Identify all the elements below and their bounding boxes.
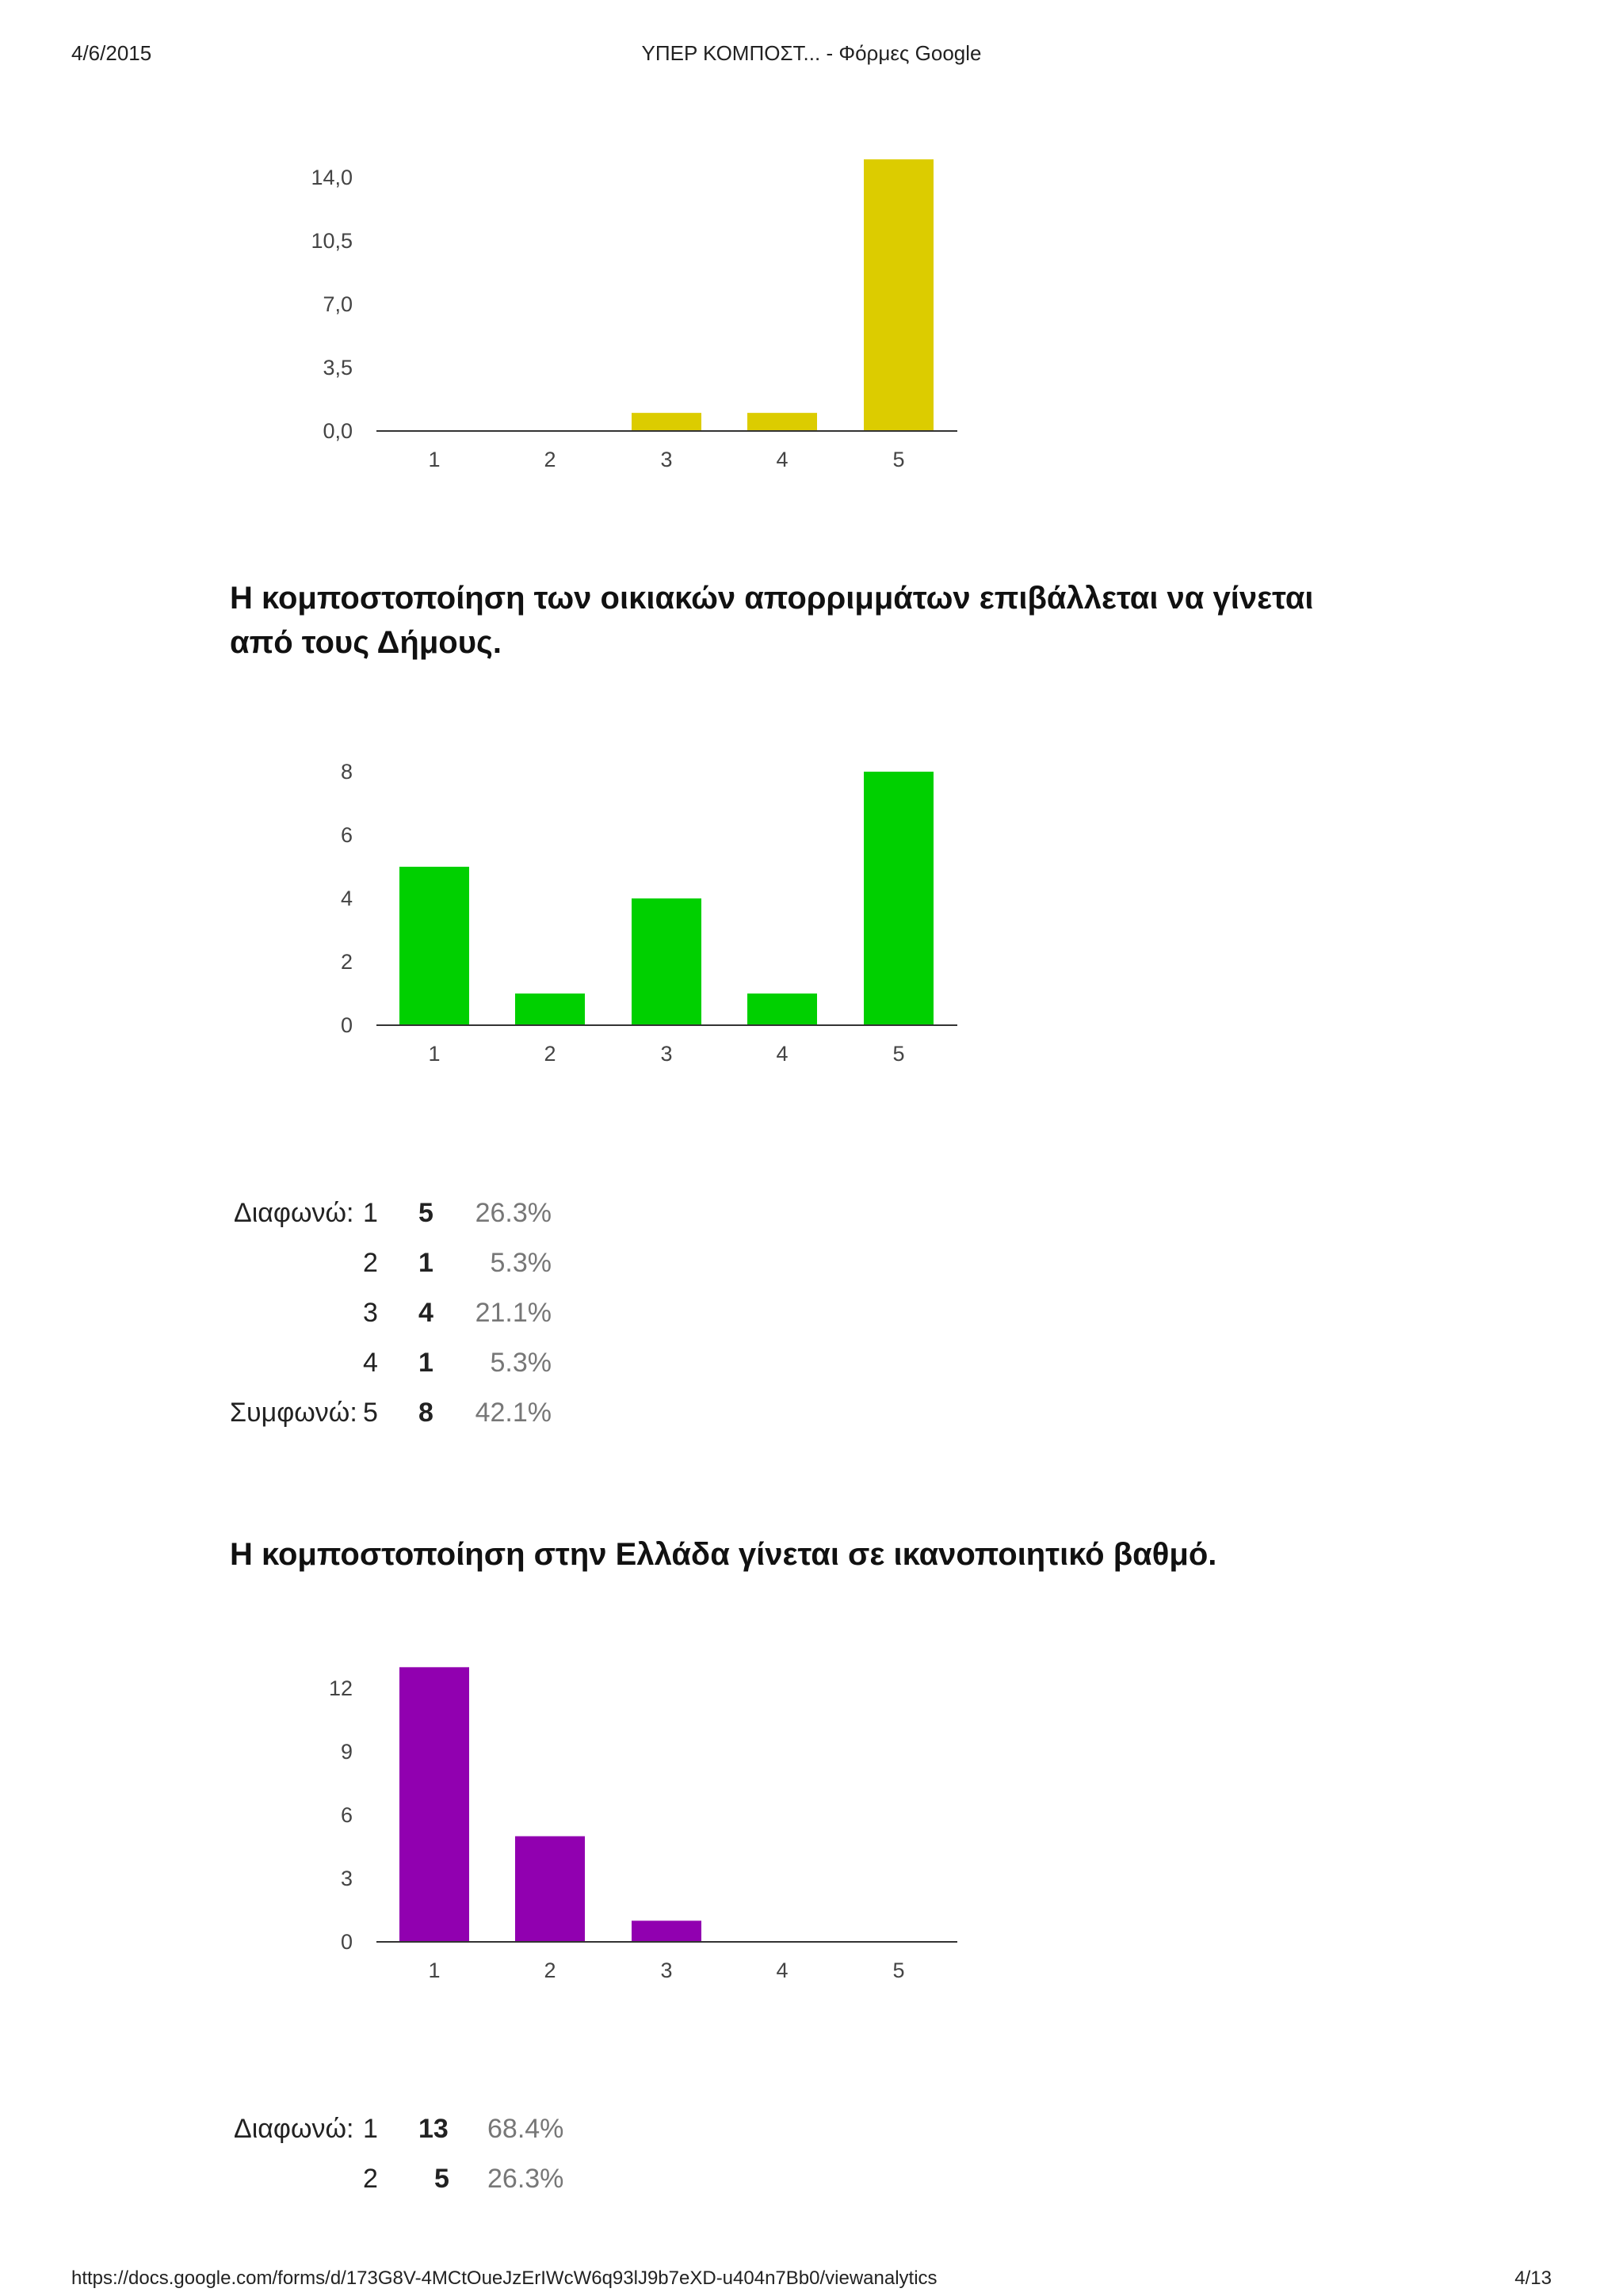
bar-3 [632,413,701,431]
stats-label: Διαφωνώ: [234,2114,354,2144]
y-tick-label: 6 [340,1803,353,1827]
stats-count: 1 [418,1248,433,1278]
page-header [0,41,1623,73]
bar-chart-2-svg [0,745,1030,1077]
stats-row [0,2114,634,2152]
y-tick-label: 2 [340,950,353,974]
x-tick-label: 4 [776,448,789,471]
x-tick-label: 1 [428,1958,441,1982]
bar-5 [864,772,934,1025]
stats-percent: 42.1% [475,1398,552,1428]
bar-chart-1 [0,151,1030,483]
stats-value: 2 [363,1248,378,1278]
source-url: https://docs.google.com/forms/d/173G8V-4MCtOueJzErIWcW6q93lJ9b7eXD-u404n7Bb0/viewanalytics [71,2267,938,2289]
bar-2 [515,1836,585,1942]
bar-4 [747,413,817,431]
stats-percent: 5.3% [490,1348,552,1378]
y-tick-label: 12 [328,1676,353,1700]
bar-chart-1-svg [0,151,1030,483]
stats-value: 4 [363,1348,378,1378]
x-tick-label: 3 [660,1958,673,1982]
y-tick-label: 0 [340,1930,353,1954]
y-tick-label: 6 [340,823,353,847]
y-tick-label: 8 [340,760,353,784]
x-tick-label: 2 [544,448,556,471]
y-tick-label: 3,5 [323,356,353,379]
stats-value: 1 [363,2114,378,2144]
document-title: ΥΠΕΡ ΚΟΜΠΟΣΤ... - Φόρμες Google [641,41,982,65]
x-tick-label: 1 [428,448,441,471]
x-tick-label: 3 [660,448,673,471]
x-tick-label: 2 [544,1042,556,1066]
stats-row [0,2164,634,2202]
page-footer [0,2267,1623,2296]
stats-percent: 5.3% [490,1248,552,1278]
x-tick-label: 5 [892,1042,905,1066]
stats-percent: 26.3% [475,1198,552,1228]
stats-count: 8 [418,1398,433,1428]
stats-label: Συμφωνώ: [230,1398,357,1428]
stats-row [0,1398,634,1436]
bar-3 [632,1920,701,1942]
stats-count: 4 [418,1298,433,1328]
y-tick-label: 14,0 [311,166,353,189]
stats-value: 3 [363,1298,378,1328]
stats-percent: 26.3% [487,2164,564,2194]
bar-chart-3 [0,1661,1030,1994]
y-tick-label: 3 [340,1867,353,1890]
stats-row [0,1348,634,1386]
page-number: 4/13 [1514,2267,1552,2289]
stats-value: 5 [363,1398,378,1428]
stats-percent: 21.1% [475,1298,552,1328]
x-tick-label: 3 [660,1042,673,1066]
bar-chart-2 [0,745,1030,1077]
x-tick-label: 2 [544,1958,556,1982]
stats-label: Διαφωνώ: [234,1198,354,1228]
stats-count: 5 [418,1198,433,1228]
question-title-2: Η κομποστοποίηση στην Ελλάδα γίνεται σε ικανοποιητικό βαθμό. [230,1537,1217,1572]
question-title-1: Η κομποστοποίηση των οικιακών απορριμμάτων επιβάλλεται να γίνεται από τους Δήμους. [230,581,1314,660]
bar-3 [632,898,701,1025]
x-tick-label: 5 [892,448,905,471]
y-tick-label: 7,0 [323,292,353,316]
stats-row [0,1298,634,1336]
x-tick-label: 4 [776,1042,789,1066]
stats-percent: 68.4% [487,2114,564,2144]
y-tick-label: 0 [340,1013,353,1037]
bar-4 [747,994,817,1025]
bar-1 [399,867,469,1025]
bar-2 [515,994,585,1025]
x-tick-label: 5 [892,1958,905,1982]
y-tick-label: 0,0 [323,419,353,443]
stats-row [0,1198,634,1236]
x-tick-label: 4 [776,1958,789,1982]
bar-1 [399,1667,469,1942]
y-tick-label: 4 [340,887,353,910]
stats-row [0,1248,634,1286]
stats-value: 1 [363,1198,378,1228]
y-tick-label: 10,5 [311,229,353,253]
y-tick-label: 9 [340,1740,353,1764]
stats-value: 2 [363,2164,378,2194]
print-date: 4/6/2015 [71,41,152,65]
stats-count: 5 [434,2164,449,2194]
stats-count: 13 [418,2114,449,2144]
stats-count: 1 [418,1348,433,1378]
bar-5 [864,159,934,431]
bar-chart-3-svg [0,1661,1030,1994]
x-tick-label: 1 [428,1042,441,1066]
